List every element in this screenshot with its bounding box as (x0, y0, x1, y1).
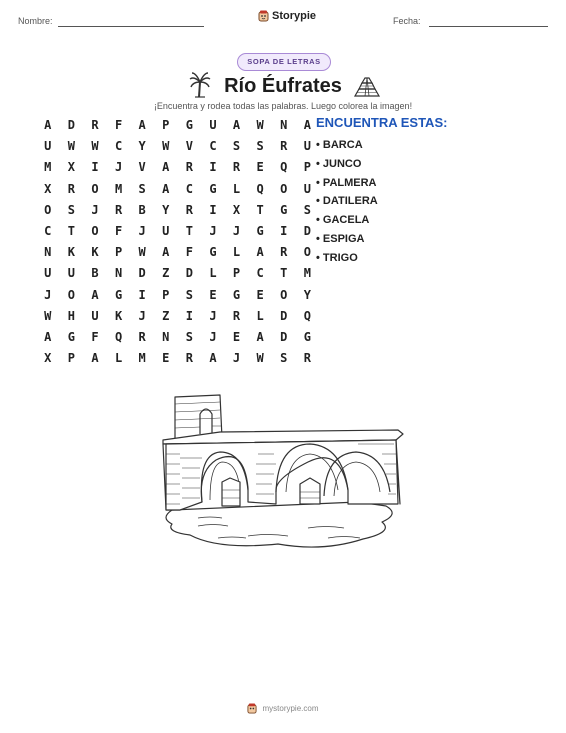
grid-cell[interactable]: S (280, 351, 288, 366)
grid-cell[interactable]: A (91, 287, 99, 302)
grid-cell[interactable]: G (280, 202, 288, 217)
grid-cell[interactable]: I (209, 202, 217, 217)
grid-cell[interactable]: U (91, 308, 99, 323)
grid-cell[interactable]: T (67, 223, 75, 238)
grid-cell[interactable]: O (67, 287, 75, 302)
grid-cell[interactable]: C (256, 266, 264, 281)
grid-cell[interactable]: O (91, 181, 99, 196)
grid-cell[interactable]: J (209, 223, 217, 238)
grid-cell[interactable]: T (256, 202, 264, 217)
grid-cell[interactable]: R (185, 160, 193, 175)
grid-cell[interactable]: B (138, 202, 146, 217)
grid-cell[interactable]: E (232, 329, 241, 344)
grid-cell[interactable]: W (256, 351, 264, 366)
grid-cell[interactable]: R (138, 329, 146, 344)
grid-cell[interactable]: A (162, 181, 170, 196)
grid-cell[interactable]: A (44, 329, 52, 344)
grid-cell[interactable]: U (44, 266, 52, 281)
grid-cell[interactable]: I (138, 287, 146, 302)
grid-cell[interactable]: J (232, 351, 241, 366)
word-list-item: • JUNCO (316, 155, 378, 174)
storypie-logo-icon (258, 10, 269, 22)
grid-cell[interactable]: S (185, 329, 193, 344)
grid-cell[interactable]: I (280, 223, 288, 238)
word-list-item: • GACELA (316, 211, 378, 230)
grid-cell[interactable]: R (303, 351, 311, 366)
grid-cell[interactable]: J (91, 202, 99, 217)
grid-cell[interactable]: S (138, 181, 146, 196)
grid-cell[interactable]: X (44, 181, 52, 196)
grid-cell[interactable]: T (280, 266, 288, 281)
letter-grid[interactable] (36, 115, 319, 369)
grid-cell[interactable]: C (185, 181, 193, 196)
grid-cell[interactable]: D (280, 329, 288, 344)
grid-cell[interactable]: Q (303, 308, 311, 323)
grid-cell[interactable]: U (209, 118, 217, 132)
grid-cell[interactable]: A (91, 351, 99, 366)
grid-cell[interactable]: S (185, 287, 193, 302)
grid-cell[interactable]: U (44, 139, 52, 154)
puzzle-type-badge: SOPA DE LETRAS (237, 53, 331, 71)
brand-logo (258, 10, 316, 22)
grid-cell[interactable]: U (162, 223, 170, 238)
grid-cell[interactable]: P (67, 351, 75, 366)
word-list-item: • PALMERA (316, 174, 378, 193)
word-list-title: ENCUENTRA ESTAS: (316, 115, 448, 130)
grid-cell[interactable]: E (256, 160, 264, 175)
grid-cell[interactable]: U (303, 139, 311, 154)
grid-cell[interactable]: M (303, 266, 311, 281)
grid-cell[interactable]: E (162, 351, 170, 366)
grid-cell[interactable]: W (91, 139, 99, 154)
grid-cell[interactable]: W (138, 245, 146, 260)
grid-cell[interactable]: U (303, 181, 311, 196)
grid-cell[interactable]: Q (280, 160, 288, 175)
grid-cell[interactable]: G (209, 245, 217, 260)
grid-cell[interactable]: A (44, 118, 52, 132)
grid-cell[interactable]: V (138, 160, 146, 175)
grid-cell[interactable]: Z (162, 266, 170, 281)
grid-cell[interactable]: N (114, 266, 123, 281)
grid-cell[interactable]: O (280, 287, 288, 302)
ziggurat-icon (353, 74, 381, 98)
grid-cell[interactable]: K (114, 308, 123, 323)
grid-cell[interactable]: G (256, 223, 264, 238)
grid-cell[interactable]: M (138, 351, 146, 366)
grid-cell[interactable]: S (303, 202, 311, 217)
grid-cell[interactable]: S (67, 202, 75, 217)
grid-cell[interactable]: P (162, 118, 170, 132)
instructions: ¡Encuentra y rodea todas las palabras. Luego colorea la imagen! (153, 101, 413, 111)
grid-cell[interactable]: J (232, 223, 241, 238)
grid-cell[interactable]: J (209, 329, 217, 344)
grid-cell[interactable]: S (232, 139, 241, 154)
grid-cell[interactable]: W (162, 139, 170, 154)
grid-cell[interactable]: X (44, 351, 52, 366)
grid-cell[interactable]: X (232, 202, 241, 217)
grid-cell[interactable]: U (67, 266, 75, 281)
grid-cell[interactable]: D (303, 223, 311, 238)
grid-cell[interactable]: F (91, 329, 99, 344)
footer (0, 703, 566, 714)
grid-cell[interactable]: R (280, 139, 288, 154)
grid-cell[interactable]: Q (256, 181, 264, 196)
grid-cell[interactable]: G (114, 287, 123, 302)
grid-cell[interactable]: O (303, 245, 311, 260)
grid-cell[interactable]: J (209, 308, 217, 323)
page-title: Río Éufrates (224, 75, 342, 97)
grid-cell[interactable]: R (67, 181, 75, 196)
grid-cell[interactable]: R (114, 202, 123, 217)
grid-cell[interactable]: R (232, 160, 241, 175)
grid-cell[interactable]: X (67, 160, 75, 175)
grid-cell[interactable]: R (91, 118, 99, 132)
word-list-item: • TRIGO (316, 249, 378, 268)
grid-cell[interactable]: G (232, 287, 241, 302)
grid-cell[interactable]: Y (138, 139, 146, 154)
grid-cell[interactable]: D (280, 308, 288, 323)
grid-cell[interactable]: S (256, 139, 264, 154)
grid-cell[interactable]: O (280, 181, 288, 196)
grid-cell[interactable]: L (232, 245, 241, 260)
bridge-illustration (158, 392, 408, 554)
grid-cell[interactable]: F (185, 245, 193, 260)
grid-cell[interactable]: I (209, 160, 217, 175)
grid-cell[interactable]: L (256, 308, 264, 323)
grid-cell[interactable]: R (185, 351, 193, 366)
grid-cell[interactable]: P (114, 245, 123, 260)
grid-cell[interactable]: W (256, 118, 264, 132)
grid-cell[interactable]: E (209, 287, 217, 302)
grid-cell[interactable]: J (138, 223, 146, 238)
grid-cell[interactable]: N (162, 329, 170, 344)
grid-cell[interactable]: O (44, 202, 52, 217)
date-label: Fecha: (393, 16, 421, 26)
grid-cell[interactable]: B (91, 266, 99, 281)
storypie-logo-icon (247, 703, 257, 714)
grid-cell[interactable]: M (114, 181, 123, 196)
grid-cell[interactable]: R (232, 308, 241, 323)
title-row (0, 72, 566, 100)
worksheet-header (0, 8, 566, 32)
grid-cell[interactable]: R (185, 202, 193, 217)
grid-cell[interactable]: I (91, 160, 99, 175)
grid-cell[interactable]: G (303, 329, 311, 344)
word-list (316, 136, 378, 268)
grid-cell[interactable]: K (67, 245, 75, 260)
grid-cell[interactable]: G (185, 118, 193, 132)
name-line[interactable] (58, 26, 204, 27)
grid-cell[interactable]: A (232, 118, 241, 132)
grid-cell[interactable]: A (256, 245, 264, 260)
grid-cell[interactable]: A (162, 245, 170, 260)
grid-cell[interactable]: O (91, 223, 99, 238)
grid-cell[interactable]: E (256, 287, 264, 302)
grid-cell[interactable]: J (138, 308, 146, 323)
grid-cell[interactable]: W (44, 308, 52, 323)
grid-cell[interactable]: P (303, 160, 311, 175)
grid-cell[interactable]: I (185, 308, 193, 323)
grid-cell[interactable]: K (91, 245, 99, 260)
grid-cell[interactable]: D (67, 118, 75, 132)
grid-cell[interactable]: W (67, 139, 75, 154)
grid-cell[interactable]: C (209, 139, 217, 154)
grid-cell[interactable]: Q (114, 329, 123, 344)
date-line[interactable] (429, 26, 548, 27)
word-list-item: • DATILERA (316, 192, 378, 211)
grid-cell[interactable]: L (232, 181, 241, 196)
grid-cell[interactable]: N (44, 245, 52, 260)
brand-name: Storypie (272, 10, 317, 22)
grid-cell[interactable]: A (138, 118, 146, 132)
grid-cell[interactable]: C (44, 223, 52, 238)
grid-cell[interactable]: D (185, 266, 193, 281)
grid-cell[interactable]: L (209, 266, 217, 281)
grid-cell[interactable]: A (303, 118, 311, 132)
grid-cell[interactable]: T (185, 223, 193, 238)
grid-cell[interactable]: G (67, 329, 75, 344)
grid-cell[interactable]: A (256, 329, 264, 344)
grid-cell[interactable]: V (185, 139, 193, 154)
grid-cell[interactable]: M (44, 160, 52, 175)
grid-cell[interactable]: N (280, 118, 288, 132)
grid-cell[interactable]: A (162, 160, 170, 175)
footer-url[interactable]: mystorypie.com (262, 704, 319, 713)
grid-cell[interactable]: J (114, 160, 123, 175)
grid-cell[interactable]: J (44, 287, 52, 302)
grid-cell[interactable]: H (67, 308, 75, 323)
grid-cell[interactable]: A (209, 351, 217, 366)
grid-cell[interactable]: G (209, 181, 217, 196)
grid-cell[interactable]: Y (162, 202, 170, 217)
grid-cell[interactable]: C (114, 139, 123, 154)
grid-cell[interactable]: P (162, 287, 170, 302)
grid-cell[interactable]: Z (162, 308, 170, 323)
grid-cell[interactable]: Y (303, 287, 311, 302)
name-label: Nombre: (18, 16, 53, 26)
grid-cell[interactable]: F (114, 118, 123, 132)
grid-cell[interactable]: F (114, 223, 123, 238)
grid-cell[interactable]: P (232, 266, 241, 281)
grid-cell[interactable]: L (114, 351, 123, 366)
word-list-item: • ESPIGA (316, 230, 378, 249)
word-list-item: • BARCA (316, 136, 378, 155)
grid-cell[interactable]: R (280, 245, 288, 260)
grid-cell[interactable]: D (138, 266, 146, 281)
